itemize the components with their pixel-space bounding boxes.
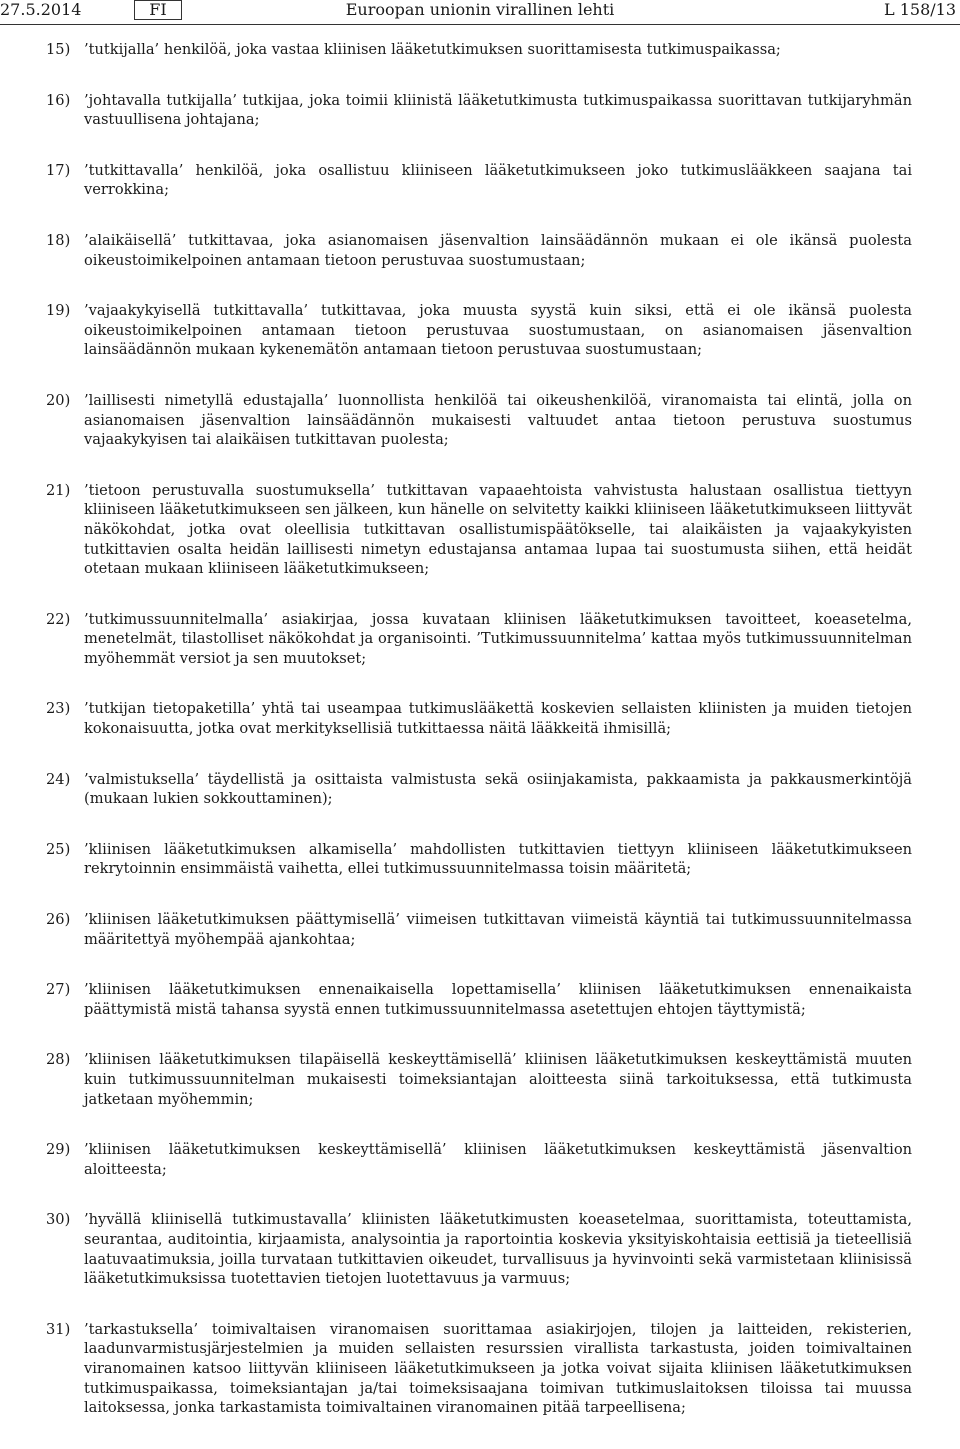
item-number: 24) — [46, 770, 71, 788]
header-rule — [0, 24, 960, 25]
publication-date: 27.5.2014 — [0, 0, 82, 19]
journal-title: Euroopan unionin virallinen lehti — [345, 0, 615, 19]
item-number: 20) — [46, 391, 71, 409]
definition-item — [46, 231, 912, 270]
definition-item — [46, 980, 912, 1019]
item-text: ’kliinisen lääketutkimuksen keskeyttämisellä’ kliinisen lääketutkimuksen keskeyttämistä jäsenvaltion aloitteesta; — [84, 1141, 912, 1178]
item-text: ’alaikäisellä’ tutkittavaa, joka asianomaisen jäsenvaltion lainsäädännön mukaan ei ole ikänsä puolesta oikeustoimikelpoinen antamaan tietoon perustuvaa suostumustaan; — [84, 231, 912, 269]
item-text: ’vajaakykyisellä tutkittavalla’ tutkittavaa, joka muusta syystä kuin siksi, että ei ole ikänsä puolesta oikeustoimikelpoinen antamaan tietoon perustuvaa suostumustaan, on asianomaisen jäsenvaltion lainsäädännön mukaan kykenemätön antamaan tietoon perustuvaa suostumustaan; — [84, 302, 912, 359]
definition-item — [46, 1320, 912, 1418]
item-number: 25) — [46, 840, 71, 858]
item-number: 21) — [46, 481, 71, 499]
item-text: ’valmistuksella’ täydellistä ja osittaista valmistusta sekä osiinjakamista, pakkaamista ja pakkausmerkintöjä (mukaan lukien sokkouttaminen); — [84, 770, 912, 808]
item-text: ’tutkijalla’ henkilöä, joka vastaa kliinisen lääketutkimuksen suorittamisesta tutkimuspaikassa; — [84, 41, 781, 58]
language-badge: FI — [134, 0, 182, 20]
definition-item — [46, 699, 912, 738]
definition-item — [46, 91, 912, 130]
item-number: 29) — [46, 1141, 71, 1159]
item-number: 28) — [46, 1051, 71, 1069]
item-number: 17) — [46, 161, 71, 179]
definitions-list — [46, 40, 912, 1449]
item-text: ’tutkimussuunnitelmalla’ asiakirjaa, jossa kuvataan kliinisen lääketutkimuksen tavoitteet, koeasetelma, menetelmät, tilastolliset näkökohdat ja organisointi. ’Tutkimussuunnitelma’ kattaa myös tutkimussuunnitelman myöhemmät versiot ja sen muutokset; — [84, 610, 912, 667]
item-number: 22) — [46, 610, 71, 628]
item-text: ’hyvällä kliinisellä tutkimustavalla’ kliinisten lääketutkimusten koeasetelmaa, suorittamista, toteuttamista, seurantaa, auditointia, kirjaamista, analysointia ja raportointia koskevia yksityiskohtaisia eettisiä ja tieteellisiä laatuvaatimuksia, joilla turvataan tutkittavien oikeudet, turvallisuus ja hyvinvointi sekä varmistetaan kliinisissä lääketutkimuksissa tuotettavien tietojen luotettavuus ja varmuus; — [84, 1211, 912, 1288]
item-text: ’tutkijan tietopaketilla’ yhtä tai useampaa tutkimuslääkettä koskevien sellaisten kliinisten ja muiden tietojen kokonaisuutta, jotka ovat merkityksellisiä tutkittaessa näitä lääkkeitä ihmisillä; — [84, 700, 912, 738]
definition-item — [46, 1210, 912, 1288]
definition-item — [46, 840, 912, 879]
definition-item — [46, 391, 912, 450]
definition-item — [46, 1050, 912, 1109]
definition-item — [46, 161, 912, 200]
definition-item — [46, 481, 912, 579]
item-number: 26) — [46, 911, 71, 929]
item-text: ’kliinisen lääketutkimuksen päättymisellä’ viimeisen tutkittavan viimeistä käyntiä tai tutkimussuunnitelmassa määritettyä myöhempää ajankohtaa; — [84, 911, 912, 948]
item-text: ’kliinisen lääketutkimuksen tilapäisellä keskeyttämisellä’ kliinisen lääketutkimuksen keskeyttämistä muuten kuin tutkimussuunnitelman mukaisesti toimeksiantajan aloitteesta siinä tarkoituksessa, että tutkimusta jatketaan myöhemmin; — [84, 1051, 912, 1108]
item-number: 18) — [46, 231, 71, 249]
item-number: 16) — [46, 91, 71, 109]
item-number: 23) — [46, 700, 71, 718]
item-text: ’kliinisen lääketutkimuksen alkamisella’ mahdollisten tutkittavien tiettyyn kliiniseen lääketutkimukseen rekrytoinnin ensimmäistä vaihetta, ellei tutkimussuunnitelmassa toisin määritetä; — [84, 840, 912, 878]
definition-item — [46, 770, 912, 809]
item-number: 27) — [46, 981, 71, 999]
item-text: ’tarkastuksella’ toimivaltaisen viranomaisen suorittamaa asiakirjojen, tilojen ja laitteiden, rekisterien, laadunvarmistusjärjestelmien ja muiden sellaisten resurssien virallista tarkastusta, joiden toimivaltainen viranomainen katsoo liittyvän kliiniseen lääketutkimukseen ja jotka voivat sijaita kliinisen lääketutkimuksen tutkimuspaikassa, toimeksiantajan ja/tai toimeksisaajana toimivan tutkimuslaitoksen tiloissa tai muussa laitoksessa, jonka tarkastamista toimivaltainen viranomainen pitää tarpeellisena; — [84, 1320, 912, 1417]
definition-item — [46, 40, 912, 60]
item-text: ’tutkittavalla’ henkilöä, joka osallistuu kliiniseen lääketutkimukseen joko tutkimuslääkkeen saajana tai verrokkina; — [84, 161, 912, 199]
item-number: 31) — [46, 1320, 71, 1338]
item-text: ’johtavalla tutkijalla’ tutkijaa, joka toimii kliinistä lääketutkimusta tutkimuspaikassa suorittavan tutkijaryhmän vastuullisena johtajana; — [84, 91, 912, 129]
page-reference: L 158/13 — [884, 0, 956, 19]
item-text: ’tietoon perustuvalla suostumuksella’ tutkittavan vapaaehtoista vahvistusta halustaan osallistua tiettyyn kliiniseen lääketutkimukseen sen jälkeen, kun hänelle on selvitetty kaikki kliiniseen lääketutkimukseen liittyvät näkökohdat, jotka ovat oleellisia tutkittavan osallistumispäätökselle, tai alaikäisten ja vajaakykyisten tutkittavien osalta heidän laillisesti nimetyn edustajansa antamaa lupaa tai suostumusta siihen, että heidät otetaan mukaan kliiniseen lääketutkimukseen; — [84, 481, 912, 578]
item-number: 19) — [46, 302, 71, 320]
item-number: 15) — [46, 41, 71, 58]
definition-item — [46, 910, 912, 949]
item-text: ’kliinisen lääketutkimuksen ennenaikaisella lopettamisella’ kliinisen lääketutkimuksen ennenaikaista päättymistä mistä tahansa syystä ennen tutkimussuunnitelmassa asetettujen ehtojen täyttymistä; — [84, 981, 912, 1018]
definition-item — [46, 1140, 912, 1179]
item-text: ’laillisesti nimetyllä edustajalla’ luonnollista henkilöä tai oikeushenkilöä, viranomaista tai elintä, jolla on asianomaisen jäsenvaltion lainsäädännön mukaisesti valtuudet antaa tietoon perustuva suostumus vajaakykyisen tai alaikäisen tutkittavan puolesta; — [84, 391, 912, 449]
definition-item — [46, 301, 912, 360]
page-header — [0, 0, 960, 22]
item-number: 30) — [46, 1211, 71, 1229]
definition-item — [46, 610, 912, 669]
